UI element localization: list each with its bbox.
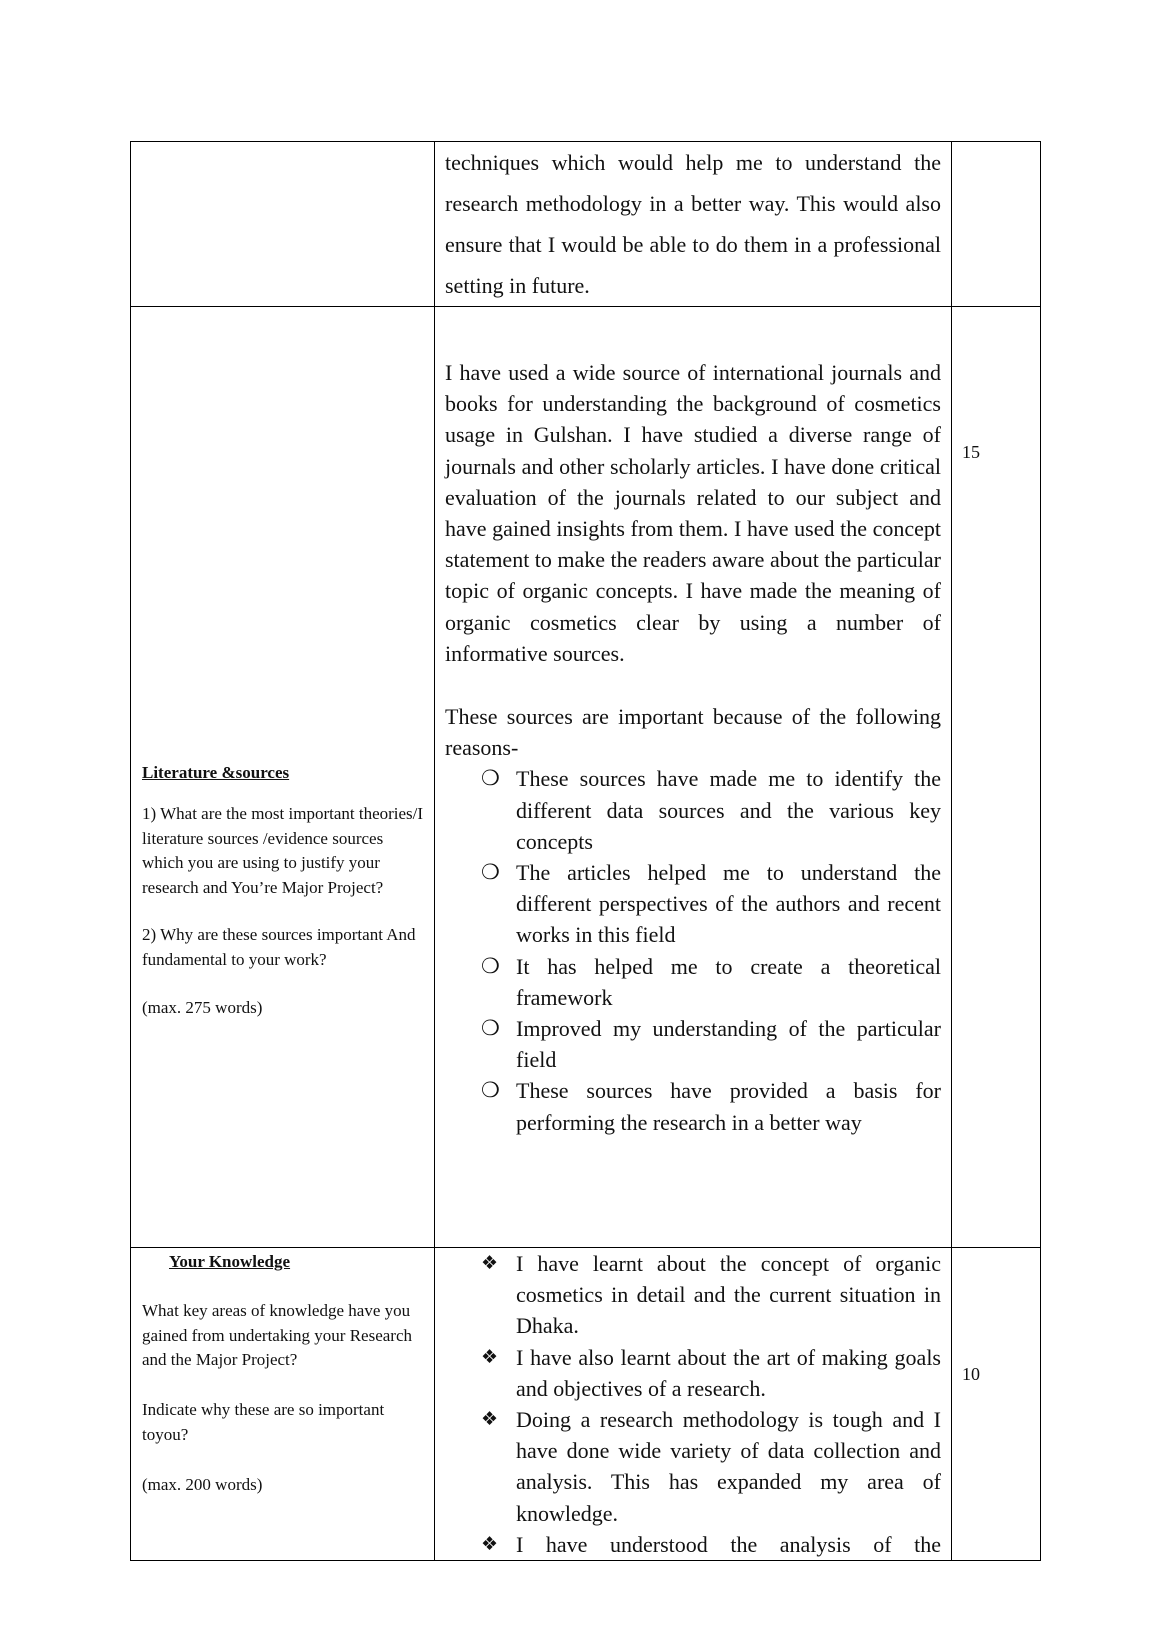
table-row-literature (131, 307, 1041, 1248)
list-item: ❖ I have understood the analysis of the (493, 1529, 941, 1560)
diamond-bullet-icon: ❖ (481, 1252, 499, 1274)
literature-question-1: 1) What are the most important theories/I literature sources /evidence sources which you are using to justify your research and You’re Major Project? (142, 803, 424, 898)
knowledge-question-1: What key areas of knowledge have you gained from undertaking your Research and the Major Project? (142, 1300, 413, 1370)
literature-score: 15 (962, 442, 980, 462)
question-cell-literature (131, 307, 435, 1248)
list-item: ❖ I have also learnt about the art of making goals and objectives of a research. (493, 1342, 941, 1404)
diamond-bullet-icon: ❖ (481, 1345, 499, 1368)
answer-cell-literature (435, 307, 952, 1248)
list-item: ❖ I have learnt about the concept of organic cosmetics in detail and the current situation in Dhaka. (493, 1248, 941, 1342)
list-item: ❍ These sources have provided a basis for performing the research in a better way (493, 1075, 941, 1137)
knowledge-bullet-list (445, 1248, 941, 1560)
circle-bullet-icon: ❍ (481, 953, 500, 978)
knowledge-word-limit: (max. 200 words) (142, 1474, 263, 1494)
circle-bullet-icon: ❍ (481, 860, 500, 885)
circle-bullet-icon: ❍ (481, 766, 500, 791)
diamond-bullet-icon: ❖ (481, 1532, 499, 1555)
knowledge-heading: Your Knowledge (169, 1252, 291, 1271)
list-item: ❍ The articles helped me to understand the different perspectives of the authors and recent works in this field (493, 857, 941, 951)
evaluation-table (130, 141, 1041, 1561)
circle-bullet-icon: ❍ (481, 1016, 500, 1041)
continuation-text: techniques which would help me to understand the research methodology in a better way. This would also ensure that I would be able to do them in a professional setting in future. (445, 150, 941, 298)
list-item: ❍ These sources have made me to identify the different data sources and the various key concepts (493, 763, 941, 857)
knowledge-score: 10 (962, 1364, 980, 1384)
table-row-knowledge (131, 1248, 1041, 1561)
score-cell-literature (952, 307, 1041, 1248)
score-cell-knowledge (952, 1248, 1041, 1561)
question-cell-empty (131, 142, 435, 307)
score-cell-empty (952, 142, 1041, 307)
literature-paragraph-2: These sources are important because of the following reasons- (445, 704, 941, 761)
list-item: ❍ Improved my understanding of the particular field (493, 1013, 941, 1075)
literature-bullet-list (445, 763, 941, 1137)
literature-paragraph-1: I have used a wide source of international journals and books for understanding the background of cosmetics usage in Gulshan. I have studied a diverse range of journals and other scholarly articles. I have done critical evaluation of the journals related to our subject and have gained insights from them. I have used the concept statement to make the readers aware about the particular topic of organic concepts. I have made the meaning of organic cosmetics clear by using a number of informative sources. (445, 360, 941, 666)
literature-heading: Literature &sources (142, 763, 290, 782)
list-item: ❖ Doing a research methodology is tough and I have done wide variety of data collection and analysis. This has expanded my area of knowledge. (493, 1404, 941, 1529)
answer-cell-continuation (435, 142, 952, 307)
list-item: ❍ It has helped me to create a theoretical framework (493, 951, 941, 1013)
circle-bullet-icon: ❍ (481, 1078, 500, 1103)
question-cell-knowledge (131, 1248, 435, 1561)
literature-word-limit: (max. 275 words) (142, 997, 263, 1017)
answer-cell-knowledge (435, 1248, 952, 1561)
table-row-continuation (131, 142, 1041, 307)
literature-question-2: 2) Why are these sources important And fundamental to your work? (142, 924, 416, 969)
knowledge-question-2: Indicate why these are so important toyou? (142, 1400, 385, 1444)
diamond-bullet-icon: ❖ (481, 1408, 499, 1431)
